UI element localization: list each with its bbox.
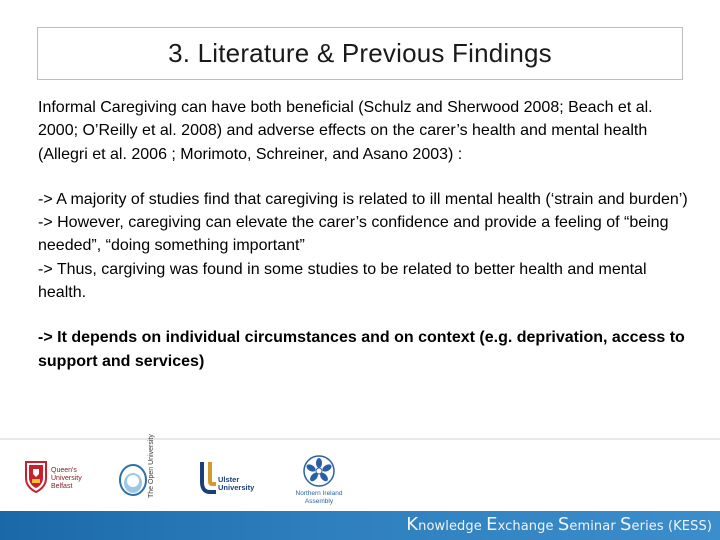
open-line2: University <box>148 434 155 465</box>
series-word-seminar: eminar <box>569 519 621 534</box>
queens-line2: Belfast <box>51 483 73 490</box>
series-initial-s1: S <box>557 514 570 535</box>
partner-logos <box>0 434 720 511</box>
slide-title: 3. Literature & Previous Findings <box>168 38 552 68</box>
open-university-logo-icon <box>118 462 150 500</box>
point-strain: -> A majority of studies find that caregiving is related to ill mental health (‘strain and burden’) <box>38 190 688 208</box>
queens-line1: Queen's University <box>51 467 82 482</box>
ulster-line2: University <box>218 483 255 492</box>
slide-body <box>38 96 690 373</box>
ulster-university-logo-icon <box>196 460 218 498</box>
series-word-exchange: xchange <box>497 519 558 534</box>
ulster-line1: Ulster <box>218 475 240 484</box>
open-line1: The Open <box>148 466 155 498</box>
intro-paragraph: Informal Caregiving can have both beneficial (Schulz and Sherwood 2008; Beach et al. 2000; O’Reilly et al. 2008) and adverse effects on the carer’s health and mental health (Allegri et al. 2006 ; Morimoto, Schreiner, and Asano 2003) : <box>38 99 653 163</box>
series-word-knowledge: nowledge <box>418 519 487 534</box>
series-name <box>406 514 712 535</box>
series-word-series: eries (KESS) <box>631 519 712 534</box>
title-box <box>37 27 683 80</box>
queens-university-logo <box>24 460 94 504</box>
point-confidence: -> However, caregiving can elevate the carer’s confidence and provide a feeling of “being needed”, “doing something important” <box>38 214 669 255</box>
open-university-logo <box>118 434 170 506</box>
point-better-health: -> Thus, cargiving was found in some studies to be related to better health and mental health. <box>38 260 647 302</box>
conclusion-paragraph: -> It depends on individual circumstances and on context (e.g. deprivation, access to support and services) <box>38 329 685 370</box>
assembly-line2: Assembly <box>304 497 334 505</box>
footer-band <box>0 511 720 540</box>
series-initial-e: E <box>486 514 498 535</box>
ulster-university-logo <box>196 460 266 504</box>
queens-university-crest-icon <box>24 460 48 494</box>
northern-ireland-assembly-logo <box>284 454 354 510</box>
series-initial-s2: S <box>620 514 632 535</box>
series-initial-k: K <box>406 514 419 535</box>
assembly-line1: Northern Ireland <box>295 490 343 497</box>
flax-flower-icon <box>289 454 349 488</box>
